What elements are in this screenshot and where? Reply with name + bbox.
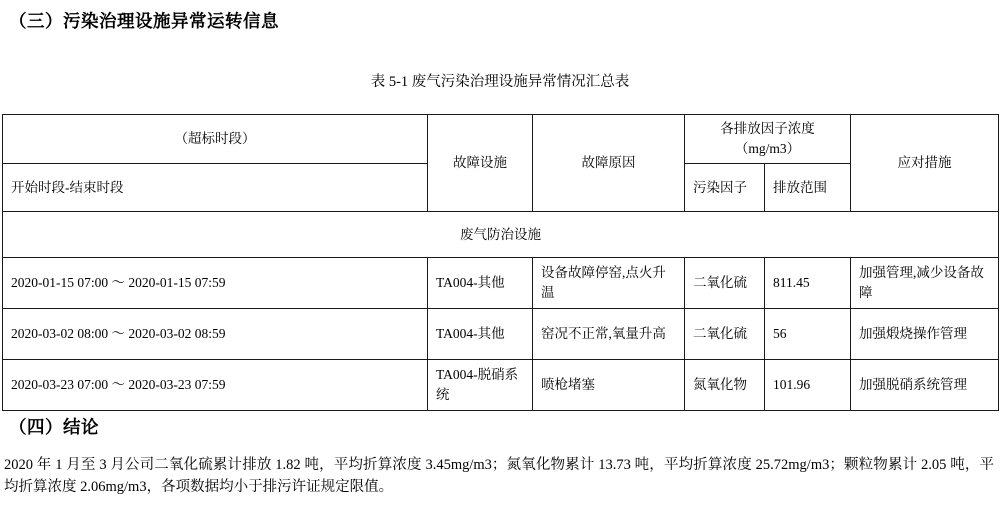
- cell-reason: 窑况不正常,氧量升高: [533, 309, 685, 360]
- header-row-top: [3, 115, 999, 164]
- header-exceed-period: （超标时段）: [3, 115, 428, 164]
- header-factor-concentration-line2: （mg/m3）: [734, 141, 801, 156]
- cell-factor: 二氧化硫: [685, 309, 765, 360]
- table-title: 表 5-1 废气污染治理设施异常情况汇总表: [370, 74, 630, 90]
- header-fault-facility: 故障设施: [428, 115, 533, 212]
- cell-measure: 加强管理,减少设备故障: [851, 258, 999, 309]
- section3-heading: （三）污染治理设施异常运转信息: [9, 11, 279, 31]
- cell-factor: 氮氧化物: [685, 360, 765, 411]
- cell-period: 2020-03-02 08:00 ～ 2020-03-02 08:59: [3, 309, 428, 360]
- cell-measure: 加强脱硝系统管理: [851, 360, 999, 411]
- header-countermeasure: 应对措施: [851, 115, 999, 212]
- cell-range: 56: [765, 309, 851, 360]
- section4-heading: （四）结论: [9, 417, 99, 437]
- section-row: [3, 212, 999, 258]
- cell-facility: TA004-其他: [428, 258, 533, 309]
- header-factor-concentration-line1: 各排放因子浓度: [720, 121, 815, 137]
- header-pollutant-factor: 污染因子: [685, 164, 765, 212]
- cell-period: 2020-01-15 07:00 ～ 2020-01-15 07:59: [3, 258, 428, 309]
- section-row-label: 废气防治设施: [3, 212, 999, 258]
- cell-range: 811.45: [765, 258, 851, 309]
- cell-measure: 加强煅烧操作管理: [851, 309, 999, 360]
- cell-reason: 喷枪堵塞: [533, 360, 685, 411]
- abnormal-operation-table: [2, 114, 999, 411]
- table-row: [3, 258, 999, 309]
- header-factor-concentration: [685, 115, 851, 164]
- cell-range: 101.96: [765, 360, 851, 411]
- header-fault-reason: 故障原因: [533, 115, 685, 212]
- header-emission-range: 排放范围: [765, 164, 851, 212]
- cell-facility: TA004-其他: [428, 309, 533, 360]
- table-row: [3, 309, 999, 360]
- table-row: [3, 360, 999, 411]
- conclusion-paragraph: 2020 年 1 月至 3 月公司二氧化硫累计排放 1.82 吨，平均折算浓度 3.45mg/m3；氮氧化物累计 13.73 吨，平均折算浓度 25.72mg/m3；颗粒物累计 2.05 吨，平均折算浓度 2.06mg/m3，各项数据均小于排污许证规定限值。: [4, 457, 994, 496]
- header-start-end-period: 开始时段-结束时段: [3, 164, 428, 212]
- cell-period: 2020-03-23 07:00 ～ 2020-03-23 07:59: [3, 360, 428, 411]
- cell-factor: 二氧化硫: [685, 258, 765, 309]
- cell-facility: TA004-脱硝系统: [428, 360, 533, 411]
- cell-reason: 设备故障停窑,点火升温: [533, 258, 685, 309]
